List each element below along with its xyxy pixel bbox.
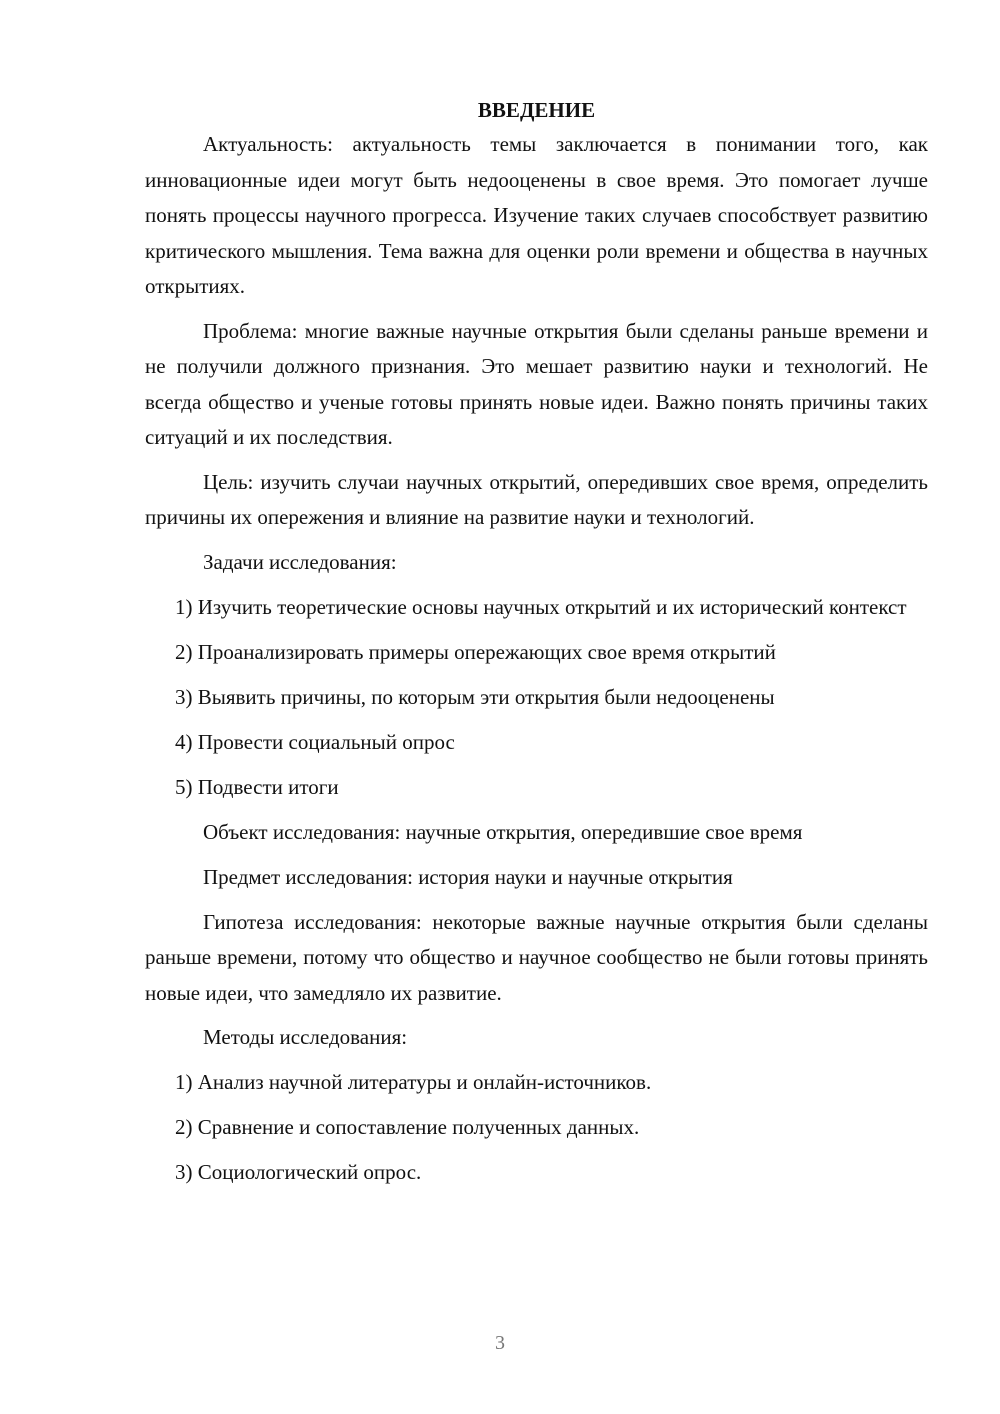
hypothesis-paragraph: Гипотеза исследования: некоторые важные научные открытия были сделаны раньше времени, потому что общество и научное сообщество не были готовы принять новые идеи, что замедляло их развитие. xyxy=(145,909,928,1005)
page-number: 3 xyxy=(495,1332,505,1354)
methods-title: Методы исследования: xyxy=(203,1025,408,1049)
relevance-paragraph: Актуальность: актуальность темы заключается в понимании того, как инновационные идеи могут быть недооценены в свое время. Это помогает лучше понять процессы научного прогресса. Изучение таких случаев способствует развитию критического мышления. Тема важна для оценки роли времени и общества в научных открытиях. xyxy=(145,132,928,298)
task-item-3: 3) Выявить причины, по которым эти открытия были недооценены xyxy=(175,684,775,709)
task-item-4: 4) Провести социальный опрос xyxy=(175,729,455,754)
document-page xyxy=(145,95,928,1200)
section-heading: ВВЕДЕНИЕ xyxy=(477,98,596,122)
goal-paragraph: Цель: изучить случаи научных открытий, опередивших свое время, определить причины их опережения и влияние на развитие науки и технологий. xyxy=(145,469,928,529)
subject-paragraph: Предмет исследования: история науки и научные открытия xyxy=(203,864,733,889)
method-item-3: 3) Социологический опрос. xyxy=(175,1160,422,1184)
problem-paragraph: Проблема: многие важные научные открытия были сделаны раньше времени и не получили должного признания. Это мешает развитию науки и технологий. Не всегда общество и ученые готовы принять новые идеи. Важно понять причины таких ситуаций и их последствия. xyxy=(145,318,928,449)
task-item-5: 5) Подвести итоги xyxy=(175,774,339,799)
task-item-1: 1) Изучить теоретические основы научных открытий и их исторический контекст xyxy=(175,594,907,619)
object-paragraph: Объект исследования: научные открытия, опередившие свое время xyxy=(203,819,803,844)
method-item-2: 2) Сравнение и сопоставление полученных данных. xyxy=(175,1115,640,1139)
tasks-title: Задачи исследования: xyxy=(203,549,397,574)
task-item-2: 2) Проанализировать примеры опережающих свое время открытий xyxy=(175,639,776,664)
method-item-1: 1) Анализ научной литературы и онлайн-источников. xyxy=(175,1070,652,1094)
